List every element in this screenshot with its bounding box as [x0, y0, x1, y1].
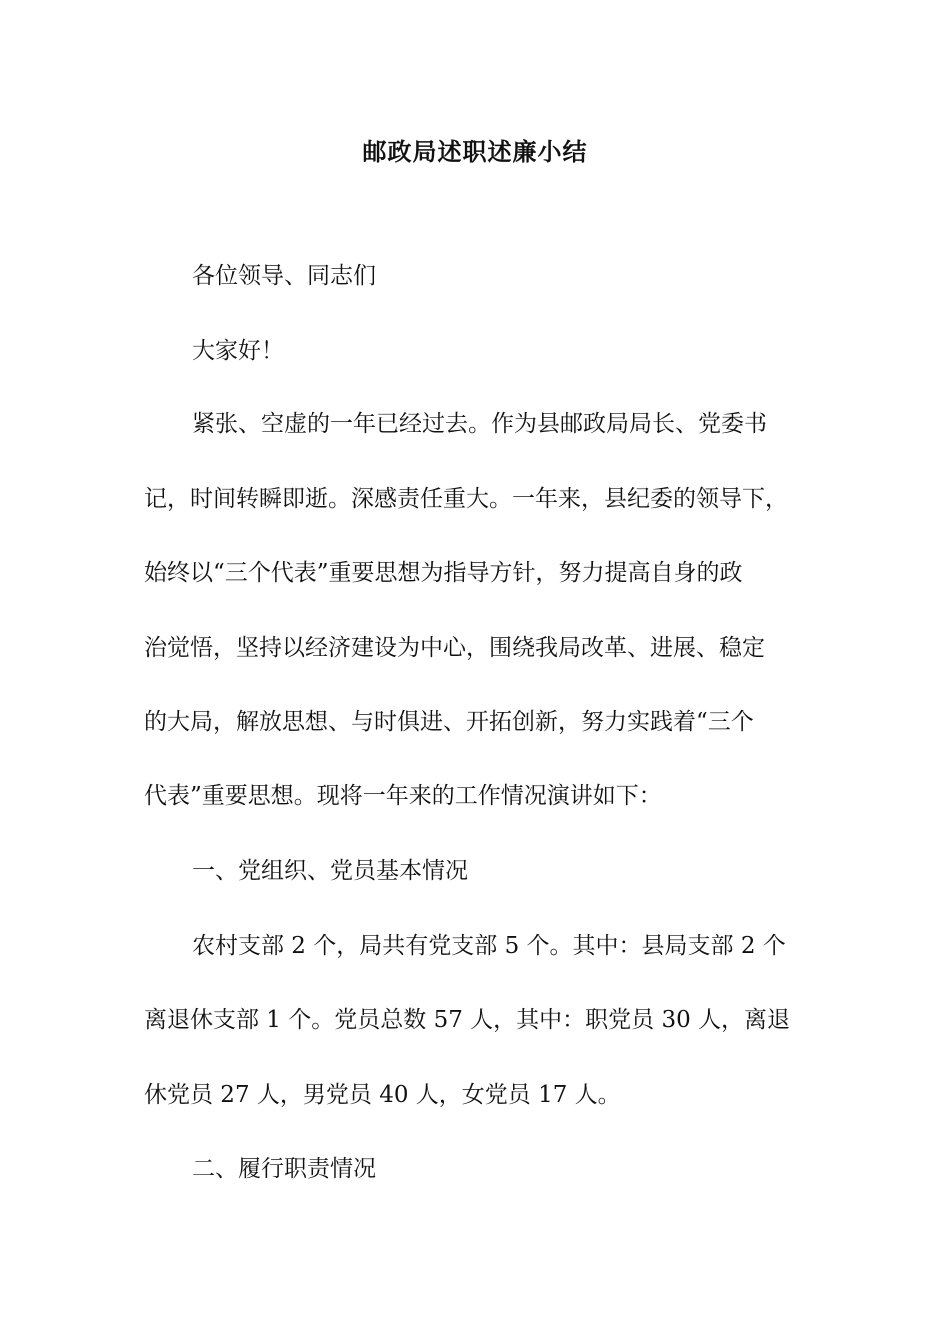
paragraph-line: 休党员 27 人，男党员 40 人，女党员 17 人。: [144, 1082, 621, 1108]
paragraph-line: 治觉悟，坚持以经济建设为中心，围绕我局改革、进展、稳定: [144, 635, 765, 661]
paragraph-line: 记，时间转瞬即逝。深感责任重大。一年来，县纪委的领导下，: [144, 486, 788, 512]
paragraph-line: 始终以“三个代表”重要思想为指导方针，努力提高自身的政: [144, 560, 743, 586]
paragraph-line: 的大局，解放思想、与时俱进、开拓创新，努力实践着“三个: [144, 709, 754, 735]
paragraph-line: 紧张、空虚的一年已经过去。作为县邮政局局长、党委书: [192, 411, 767, 437]
section-heading: 二、履行职责情况: [192, 1156, 376, 1182]
greeting-line: 大家好！: [192, 338, 284, 364]
paragraph-line: 代表”重要思想。现将一年来的工作情况演讲如下：: [144, 783, 662, 809]
paragraph-line: 农村支部 2 个，局共有党支部 5 个。其中：县局支部 2 个: [192, 933, 786, 959]
paragraph-line: 离退休支部 1 个。党员总数 57 人，其中：职党员 30 人，离退: [144, 1007, 791, 1033]
salutation-line: 各位领导、同志们: [192, 263, 376, 289]
section-heading: 一、党组织、党员基本情况: [192, 858, 468, 884]
document-title: 邮政局述职述廉小结: [362, 138, 588, 166]
